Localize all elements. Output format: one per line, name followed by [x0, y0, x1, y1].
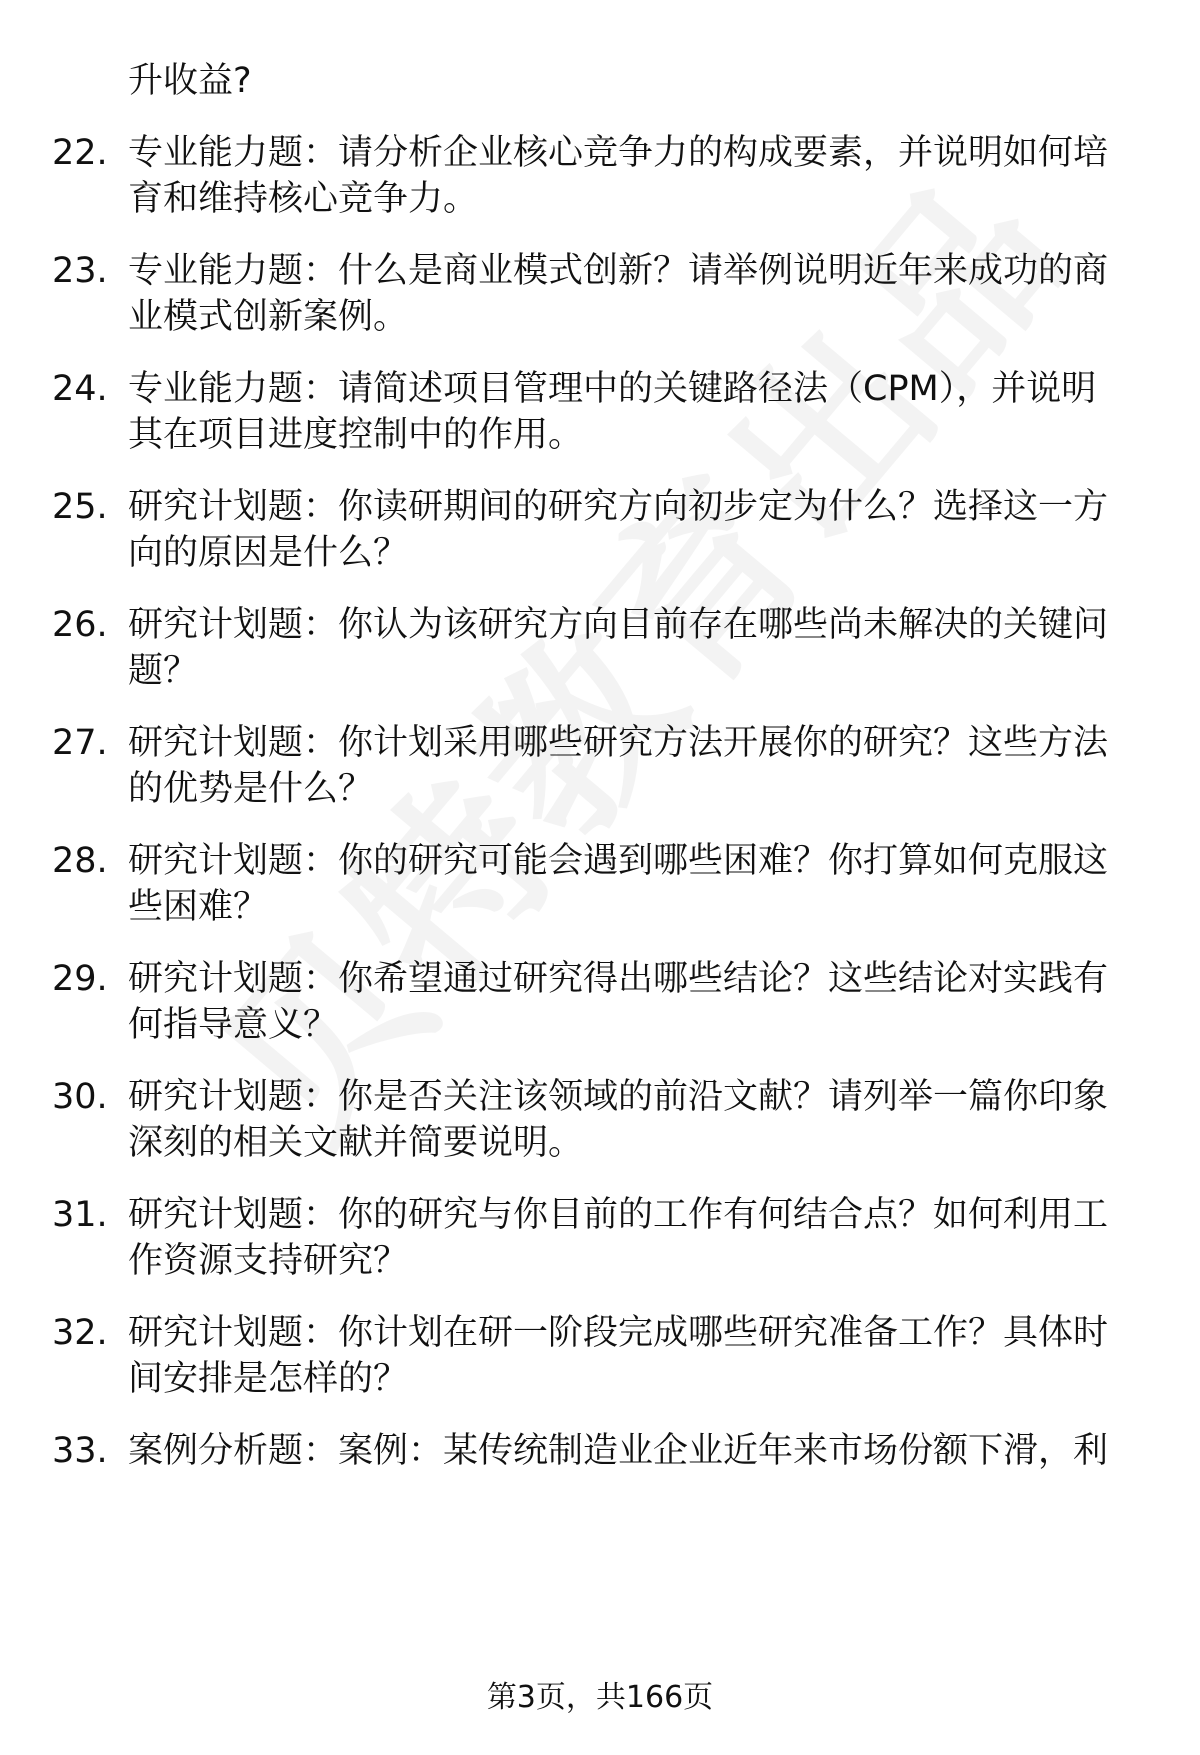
question-line: 专业能力题：什么是商业模式创新？请举例说明近年来成功的商 [128, 251, 1109, 291]
question-number: 24. [52, 369, 108, 409]
question-line: 题？ [128, 651, 199, 691]
question-line: 些困难？ [128, 887, 269, 927]
question-text [128, 1428, 1158, 1474]
question-text [128, 1074, 1158, 1166]
question-line: 何指导意义？ [128, 1005, 339, 1045]
question-line: 研究计划题：你计划在研一阶段完成哪些研究准备工作？具体时 [128, 1313, 1109, 1353]
question-number: 33. [52, 1431, 108, 1471]
question-line: 研究计划题：你计划采用哪些研究方法开展你的研究？这些方法 [128, 723, 1109, 763]
question-line: 向的原因是什么？ [128, 533, 409, 573]
question-line: 研究计划题：你是否关注该领域的前沿文献？请列举一篇你印象 [128, 1077, 1109, 1117]
question-text [128, 602, 1158, 694]
question-number: 25. [52, 487, 108, 527]
question-number: 27. [52, 723, 108, 763]
question-number: 30. [52, 1077, 108, 1117]
question-text [128, 130, 1158, 222]
question-number: 22. [52, 133, 108, 173]
question-text [128, 720, 1158, 812]
question-number: 28. [52, 841, 108, 881]
question-line: 间安排是怎样的？ [128, 1359, 409, 1399]
question-line: 业模式创新案例。 [128, 297, 409, 337]
question-line: 研究计划题：你希望通过研究得出哪些结论？这些结论对实践有 [128, 959, 1109, 999]
question-line: 研究计划题：你的研究与你目前的工作有何结合点？如何利用工 [128, 1195, 1109, 1235]
question-line: 的优势是什么？ [128, 769, 374, 809]
question-text [128, 1310, 1158, 1402]
question-text [128, 366, 1158, 458]
question-line: 其在项目进度控制中的作用。 [128, 415, 584, 455]
question-text [128, 956, 1158, 1048]
question-line: 研究计划题：你读研期间的研究方向初步定为什么？选择这一方 [128, 487, 1109, 527]
question-line: 育和维持核心竞争力。 [128, 179, 479, 219]
page-footer: 第3页，共166页 [486, 1680, 714, 1715]
question-number: 31. [52, 1195, 108, 1235]
question-number: 26. [52, 605, 108, 645]
question-line: 深刻的相关文献并简要说明。 [128, 1123, 584, 1163]
question-number: 29. [52, 959, 108, 999]
question-line: 研究计划题：你认为该研究方向目前存在哪些尚未解决的关键问 [128, 605, 1109, 645]
question-text [128, 484, 1158, 576]
question-line: 作资源支持研究？ [128, 1241, 409, 1281]
question-number: 23. [52, 251, 108, 291]
question-text [128, 248, 1158, 340]
question-line: 案例分析题：案例：某传统制造业企业近年来市场份额下滑，利 [128, 1431, 1109, 1471]
question-line: 专业能力题：请分析企业核心竞争力的构成要素，并说明如何培 [128, 133, 1109, 173]
question-text [128, 838, 1158, 930]
question-line: 研究计划题：你的研究可能会遇到哪些困难？你打算如何克服这 [128, 841, 1109, 881]
question-number: 32. [52, 1313, 108, 1353]
question-text [128, 1192, 1158, 1284]
continuation-text: 升收益? [128, 61, 252, 101]
question-line: 专业能力题：请简述项目管理中的关键路径法（CPM），并说明 [128, 369, 1097, 409]
